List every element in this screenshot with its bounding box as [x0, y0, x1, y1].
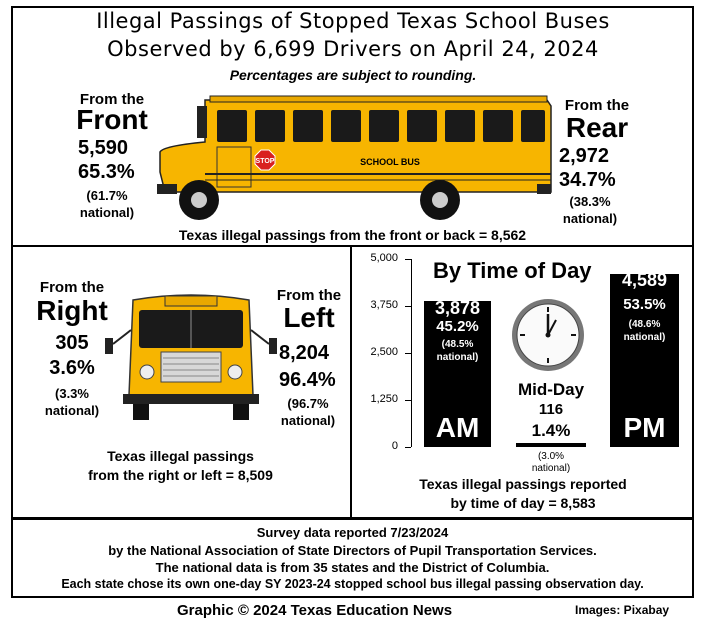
- left-count: 8,204: [279, 342, 330, 364]
- bar-pm-category: PM: [623, 412, 666, 443]
- y-tick-mark: [405, 400, 411, 401]
- right-national: (3.3% national): [44, 386, 100, 418]
- right-percent: 3.6%: [49, 357, 95, 379]
- divider-top: [11, 245, 694, 247]
- chart-total-line-1: Texas illegal passings reported: [419, 476, 627, 492]
- bus-front-headlight-right: [228, 365, 242, 379]
- chart-title: By Time of Day: [433, 258, 592, 283]
- footer-line-3: The national data is from 35 states and the District of Columbia.: [155, 560, 550, 575]
- bus-sign-text: SCHOOL BUS: [360, 157, 420, 167]
- bus-front-bumper: [123, 394, 259, 404]
- bus-windows: [217, 110, 545, 142]
- chart-y-axis-line: [411, 259, 412, 447]
- left-label-big: Left: [283, 302, 335, 333]
- bar-am-national: (48.5% national): [436, 339, 479, 363]
- bus-front-mirror-right: [269, 338, 277, 354]
- y-tick-mark: [405, 306, 411, 307]
- title-line-2: Observed by 6,699 Drivers on April 24, 2024: [107, 37, 599, 61]
- bus-front-mirror-left: [105, 338, 113, 354]
- bar-midday-percent: 1.4%: [531, 421, 571, 440]
- clock-icon: [510, 297, 586, 373]
- y-tick-mark: [405, 353, 411, 354]
- front-label-big: Front: [76, 104, 148, 135]
- footer-line-4: Each state chose its own one-day SY 2023-24 stopped school bus illegal passing observation day.: [61, 577, 644, 591]
- right-label-small: From the: [39, 279, 105, 296]
- subtitle: Percentages are subject to rounding.: [229, 67, 477, 83]
- bar-pm-percent: 53.5%: [623, 296, 666, 313]
- y-tick-mark: [405, 259, 411, 260]
- bus-wheel-front: [179, 180, 219, 220]
- images-credit: Images: Pixabay: [575, 603, 670, 617]
- rear-national: (38.3% national): [562, 194, 618, 226]
- y-tick-mark: [405, 447, 411, 448]
- rear-label-big: Rear: [565, 112, 629, 143]
- stop-sign-text: STOP: [255, 158, 275, 165]
- rear-percent: 34.7%: [559, 169, 616, 191]
- bar-pm-national: (48.6% national): [623, 319, 666, 343]
- bus-bumper-front: [157, 184, 177, 194]
- footer-line-1: Survey data reported 7/23/2024: [256, 525, 449, 540]
- footer-line-2: by the National Association of State Directors of Pupil Transportation Services.: [108, 543, 597, 558]
- school-bus-side-image: [155, 92, 555, 222]
- school-bus-front-image: [103, 290, 279, 425]
- left-percent: 96.4%: [279, 369, 336, 391]
- bar-midday-value: 116: [538, 401, 564, 418]
- bar-pm-value: 4,589: [621, 270, 668, 290]
- left-national: (96.7% national): [280, 396, 336, 428]
- chart-total-line-2: by time of day = 8,583: [450, 495, 596, 511]
- bus-roof-strip: [210, 96, 547, 102]
- bar-am-value: 3,878: [434, 298, 481, 318]
- right-count: 305: [55, 332, 89, 354]
- front-rear-total: Texas illegal passings from the front or back = 8,562: [178, 227, 527, 243]
- front-national: (61.7% national): [79, 188, 135, 220]
- bar-am-percent: 45.2%: [436, 318, 479, 335]
- y-tick-label: 0: [391, 440, 398, 452]
- right-label-big: Right: [36, 295, 108, 326]
- front-count: 5,590: [78, 137, 129, 159]
- left-label-small: From the: [276, 287, 342, 304]
- front-percent: 65.3%: [78, 161, 135, 183]
- right-left-total-line-2: from the right or left = 8,509: [88, 467, 273, 483]
- front-label-small: From the: [79, 91, 145, 108]
- bus-wheel-rear: [420, 180, 460, 220]
- y-tick-label: 1,250: [370, 393, 398, 405]
- bar-1: [516, 443, 586, 447]
- y-tick-label: 3,750: [370, 299, 398, 311]
- rear-count: 2,972: [559, 145, 610, 167]
- y-tick-label: 2,500: [370, 346, 398, 358]
- bus-front-grille: [161, 352, 221, 382]
- divider-bottom: [11, 517, 694, 520]
- y-tick-label: 5,000: [370, 252, 398, 264]
- rear-label-small: From the: [564, 97, 630, 114]
- right-left-total-line-1: Texas illegal passings: [107, 448, 254, 464]
- bar-midday-national: (3.0% national): [531, 451, 571, 474]
- bar-midday-category: Mid-Day: [517, 380, 585, 399]
- bus-front-headlight-left: [140, 365, 154, 379]
- title-line-1: Illegal Passings of Stopped Texas School Buses: [96, 9, 610, 33]
- graphic-credit: Graphic © 2024 Texas Education News: [177, 602, 453, 619]
- bar-am-category: AM: [435, 412, 480, 443]
